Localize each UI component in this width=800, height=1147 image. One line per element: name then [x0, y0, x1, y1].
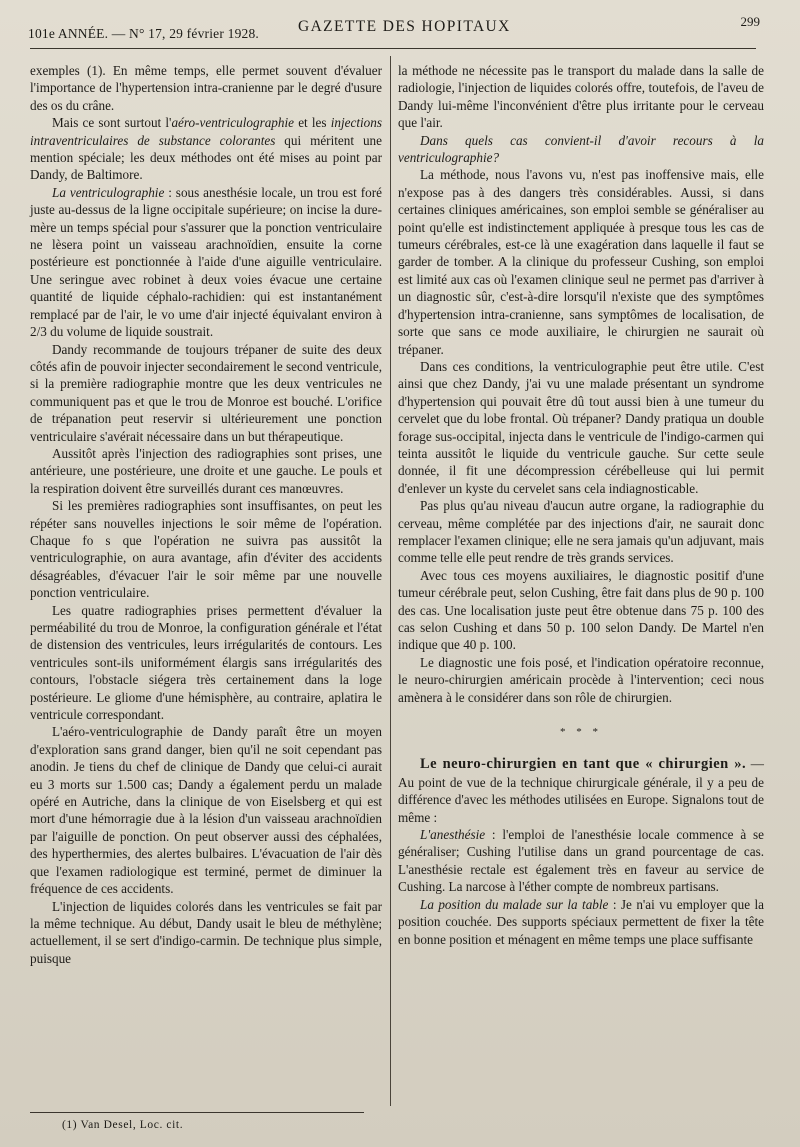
paragraph: la méthode ne nécessite pas le transport du malade dans la salle de radiologie, l'injection de liquides colorés offre, toutefois, de l'aveu de Dandy lui-même l'inconvénient d'être plus irritante pour le cerveau que l'air.: [398, 63, 764, 131]
paragraph: L'aéro-ventriculographie de Dandy paraît être un moyen d'exploration sans grand danger, bien qu'il ne soit cependant pas anodin. Je tiens du chef de clinique de Dandy que celui-ci aurait eu 3 morts sur 1.500 cas; Dandy a également perdu un malade opéré en Autriche, dans la clinique de von Eiselsberg et qui est mort d'une hémorragie due à la lésion d'un vaisseau arachnoïdien par l'aiguille de ponction. On peut observer aussi des céphalées, des hyperthermies, des alertes bulbaires. L'évacuation de l'air dès que l'examen radiologique est terminé, permet de diminuer la fréquence de ces accidents.: [30, 724, 382, 897]
issue-info: 101e ANNÉE. — N° 17, 29 février 1928.: [28, 26, 260, 41]
paragraph: [30, 184, 382, 341]
italic-term: La ventriculographie: [52, 184, 165, 200]
text-run: : l'emploi de l'anesthésie locale commence à se généraliser; Cushing l'utilise dans un grand pourcentage de cas. L'anesthésie rectale est également très en faveur au service de Cushing. La narcose à l'éther compte de nombreux partisans.: [398, 827, 764, 895]
footnote-rule: [30, 1112, 364, 1113]
italic-term: La position du malade sur la table: [420, 896, 609, 912]
paragraph: Si les premières radiographies sont insuffisantes, on peut les répéter sans nouvelles injections le soir même de l'opération. Chaque fo s que l'opération ne suivra pas aussitôt la ventriculographie, on aura avantage, afin d'éviter des accidents désagréables, d'évacuer l'air le soir même par une nouvelle ponction ventriculaire.: [30, 498, 382, 601]
left-column: [30, 62, 382, 967]
text-run: qui méritent une mention spéciale; les deux méthodes ont été mises au point par Dandy, de Baltimore.: [30, 132, 382, 183]
paragraph: La méthode, nous l'avons vu, n'est pas inoffensive mais, elle n'expose pas à des dangers très considérables. Aussi, si dans certaines cliniques américaines, son emploi semble se généraliser au point qu'elle est indistinctement appliquée à presque tous les cas de tumeurs cérébrales, est-ce là une exagération dans laquelle il faut se garder de tomber. A la clinique du professeur Cushing, son emploi est limité aux cas où l'examen clinique seul ne permet pas d'arriver à un diagnostic sûr, c'est-à-dire lorsqu'il n'existe que des symptômes d'hypertension intra-cranienne, sans symptômes de localisation, de sorte que sans ce mode auxiliaire, le chirurgien ne saurait où trépaner.: [398, 167, 764, 357]
text-run: — Au point de vue de la technique chirurgicale générale, il y a peu de différence d'avec les méthodes utilisées en Europe. Signalons tout de même :: [398, 756, 764, 825]
paragraph: Le diagnostic une fois posé, et l'indication opératoire reconnue, le neuro-chirurgien américain procède à l'intervention; ceci nous amènera à le considérer dans son rôle de chirurgien.: [398, 654, 764, 705]
header-rule: [30, 48, 756, 49]
paragraph: [398, 826, 764, 896]
text-run: : Je n'ai vu employer que la position couchée. Des supports spéciaux permettent de fixer la tête en bonne position et ménagent en même temps une place suffisante: [398, 896, 765, 947]
paragraph: [398, 755, 764, 826]
text-run: Mais ce sont surtout l': [52, 115, 172, 131]
italic-term: injections intraventriculaires de substance colorantes: [30, 115, 382, 148]
paragraph: Dandy recommande de toujours trépaner de suite des deux côtés afin de pouvoir injecter secondairement le second ventricule, si la première radiographie montre que les deux ventricules ne communiquent pas et que le trou de Monroe est bouché. L'orifice de trépanation peut reservir si ultérieurement une ponction ventriculaire s'avérait nécessaire dans un but thérapeutique.: [30, 341, 382, 444]
footnote: (1) Van Desel, Loc. cit.: [62, 1119, 184, 1131]
paragraph: [398, 132, 764, 167]
page-header: [28, 10, 760, 44]
paragraph: Aussitôt après l'injection des radiographies sont prises, une antérieure, une postérieure, une droite et une gauche. Le pouls et la respiration doivent être surveillés durant ces manœuvres.: [30, 445, 382, 496]
paragraph: Dans ces conditions, la ventriculographie peut être utile. C'est ainsi que chez Dandy, j'ai vu une malade présentant un syndrome d'hypertension qui pouvait être dû tout aussi bien à une tumeur du cervelet que du lobe frontal. Où trépaner? Dandy pratiqua un double forage sus-occipital, injecta dans le ventricule de l'indigo-carmen qui teinta aussitôt le liquide du ventricule gauche. Sur cette seule donnée, il fit une décompression cérébelleuse qui lui permit d'enlever un kyste du cervelet sans cela indiagnosticable.: [398, 358, 764, 496]
italic-term: aéro-ventriculographie: [171, 115, 295, 131]
paragraph: Avec tous ces moyens auxiliaires, le diagnostic positif d'une tumeur cérébrale peut, selon Cushing, être fait dans plus de 90 p. 100 des cas. Une localisation juste peut être obtenue dans 75 p. 100 des cas selon Cushing et dans 50 p. 100 selon Dandy. De Martel n'en indique que 40 p. 100.: [398, 567, 764, 653]
paragraph: exemples (1). En même temps, elle permet souvent d'évaluer l'importance de l'hypertension intra-cranienne par le degré d'usure des os du crâne.: [30, 63, 382, 113]
section-separator: * * *: [560, 726, 602, 739]
page-number: 299: [740, 14, 760, 29]
paragraph: Les quatre radiographies prises permettent d'évaluer la perméabilité du trou de Monroe, la configuration générale et l'état de distension des ventricules, leurs irrégularités de contours. Les ventricules sont-ils uniformément élargis sans irrégularités des contours, l'obstacle siégera très certainement dans la loge postérieure. Le gliome d'une hémisphère, au contraire, aplatira le ventricule correspondant.: [30, 602, 382, 723]
section-heading: Le neuro-chirurgien en tant que « chirurgien ».: [420, 756, 747, 773]
italic-term: L'anesthésie: [420, 827, 486, 843]
publication-title: GAZETTE DES HOPITAUX: [298, 18, 511, 35]
right-column: [398, 62, 764, 948]
column-divider: [390, 56, 391, 1106]
paragraph: Pas plus qu'au niveau d'aucun autre organe, la radiographie du cerveau, même complétée par des injections d'air, ne saurait donc remplacer l'examen clinique; elle ne sera jamais qu'un adjuvant, mais comme telle elle peut rendre de très grands services.: [398, 498, 764, 566]
text-run: : sous anesthésie locale, un trou est foré juste au-dessus de la ligne occipitale supérieure; on incise la dure-mère un temps spécial pour s'assurer que la ponction ventriculaire ne lèsera point un vaisseau arachnoïdien, ensuite la corne postérieure est ponctionnée à l'aide d'une aiguille ventriculaire. Une seringue avec robinet à deux voies évacue une certaine quantité de liquide céphalo-rachidien: qui est instantanément remplacé par de l'air, le vo ume d'air injecté équivalant environ à 2/3 du volume de liquide soustrait.: [30, 184, 382, 340]
italic-question: Dans quels cas convient-il d'avoir recours à la ventriculographie?: [398, 132, 764, 166]
paragraph: [30, 114, 382, 184]
paragraph: [398, 896, 764, 948]
paragraph: L'injection de liquides colorés dans les ventricules se fait par la même technique. Au début, Dandy usait le bleu de méthylène; actuellement, il se sert d'indigo-carmin. De technique plus simple, puisque: [30, 898, 382, 966]
text-run: et les: [294, 115, 331, 131]
